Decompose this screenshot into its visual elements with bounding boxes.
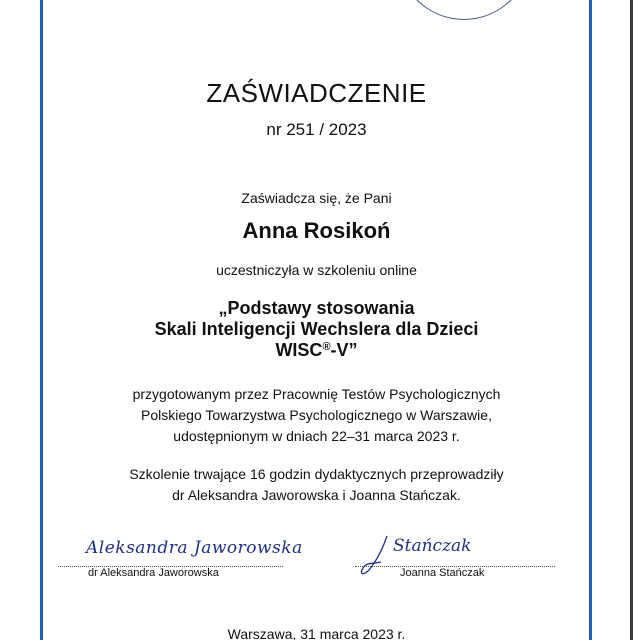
- organizer-text: [0, 384, 633, 447]
- seal-circle-icon: [398, 0, 530, 20]
- participation-text: uczestniczyła w szkoleniu online: [216, 262, 417, 278]
- course-code-suffix: -V”: [330, 340, 358, 360]
- course-title-line3: [0, 340, 633, 361]
- certificate-number: nr 251 / 2023: [266, 120, 367, 139]
- signature-block-left: [58, 538, 303, 586]
- duration-text: [0, 464, 633, 506]
- duration-line2: dr Aleksandra Jaworowska i Joanna Stańczak.: [172, 487, 461, 503]
- course-title: [0, 298, 633, 361]
- registered-mark: ®: [322, 341, 331, 353]
- course-code: WISC: [275, 340, 323, 360]
- recipient-name: Anna Rosikoń: [242, 218, 391, 243]
- signature-block-right: [355, 536, 555, 586]
- signatory-name: Joanna Stańczak: [400, 567, 485, 579]
- course-title-line2: Skali Inteligencji Wechslera dla Dzieci: [154, 319, 479, 339]
- handwritten-signature: Stańczak: [393, 536, 472, 556]
- organizer-line3: udostępnionym w dniach 22–31 marca 2023 r.: [173, 428, 460, 444]
- signatory-name: dr Aleksandra Jaworowska: [88, 567, 219, 579]
- place-date: Warszawa, 31 marca 2023 r.: [227, 626, 406, 640]
- handwritten-signature: Aleksandra Jaworowska: [86, 538, 303, 558]
- organizer-line2: Polskiego Towarzystwa Psychologicznego w Warszawie,: [141, 407, 492, 423]
- organizer-line1: przygotowanym przez Pracownię Testów Psychologicznych: [132, 386, 501, 402]
- duration-line1: Szkolenie trwające 16 godzin dydaktycznych przeprowadziły: [129, 466, 504, 482]
- intro-text: Zaświadcza się, że Pani: [241, 190, 392, 206]
- certificate-title: ZAŚWIADCZENIE: [206, 78, 427, 108]
- course-title-line1: „Podstawy stosowania: [218, 298, 415, 318]
- signature-flourish-icon: [357, 534, 397, 578]
